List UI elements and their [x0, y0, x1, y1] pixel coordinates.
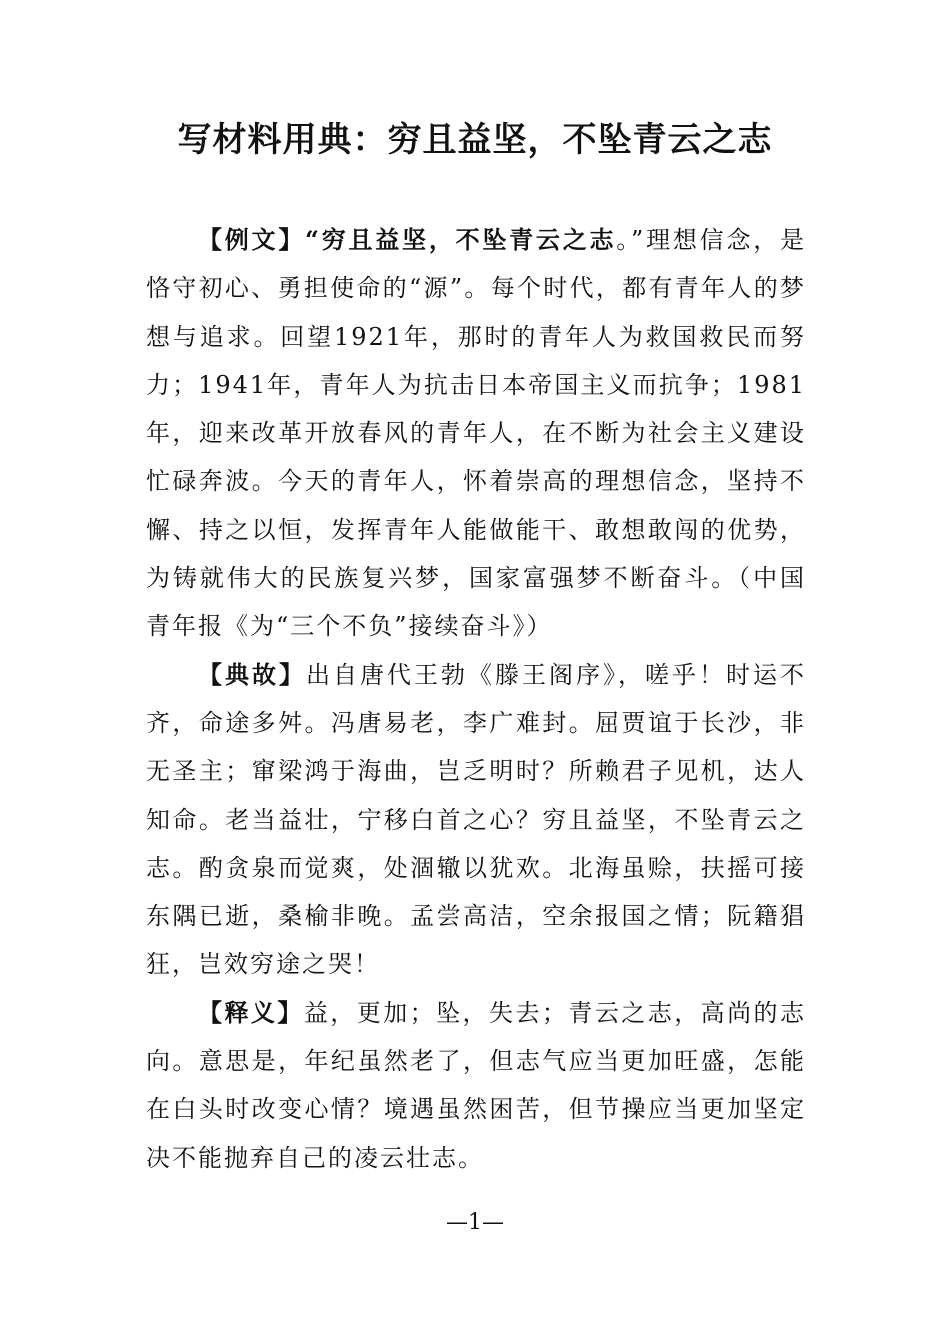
- allusion-paragraph: [146, 651, 806, 989]
- allusion-text: 出自唐代王勃《滕王阁序》，嗟乎！时运不齐，命途多舛。冯唐易老，李广难封。屈贾谊于长沙，非无圣主；窜梁鸿于海曲，岂乏明时？所赖君子见机，达人知命。老当益壮，宁移白首之心？穷且益坚，不坠青云之志。酌贪泉而觉爽，处涸辙以犹欢。北海虽赊，扶摇可接东隅已逝，桑榆非晚。孟尝高洁，空余报国之情；阮籍猖狂，岂效穷途之哭！: [146, 660, 806, 979]
- page-title: 写材料用典：穷且益坚，不坠青云之志: [177, 120, 773, 160]
- example-label: 【例文】: [198, 225, 306, 254]
- page-number: —1—: [446, 1210, 504, 1235]
- meaning-paragraph: [146, 989, 806, 1182]
- document-body: [146, 216, 806, 1182]
- example-quote: “穷且益坚，不坠青云之志: [305, 225, 617, 254]
- meaning-label: 【释义】: [198, 997, 304, 1027]
- allusion-label: 【典故】: [198, 659, 306, 689]
- example-paragraph: [146, 216, 806, 651]
- meaning-text: 益，更加；坠，失去；青云之志，高尚的志向。意思是，年纪虽然老了，但志气应当更加旺盛，怎能在白头时改变心情？境遇虽然困苦，但节操应当更加坚定决不能抛弃自己的凌云壮志。: [146, 998, 807, 1172]
- example-text: 。”理想信念，是恪守初心、勇担使命的“源”。每个时代，都有青年人的梦想与追求。回望1921年，那时的青年人为救国救民而努力；1941年，青年人为抗击日本帝国主义而抗争；1981年，迎来改革开放春风的青年人，在不断为社会主义建设忙碌奔波。今天的青年人，怀着崇高的理想信念，坚持不懈、持之以恒，发挥青年人能做能干、敢想敢闯的优势，为铸就伟大的民族复兴梦，国家富强梦不断奋斗。（中国青年报《为“三个不负”接续奋斗》）: [146, 226, 807, 641]
